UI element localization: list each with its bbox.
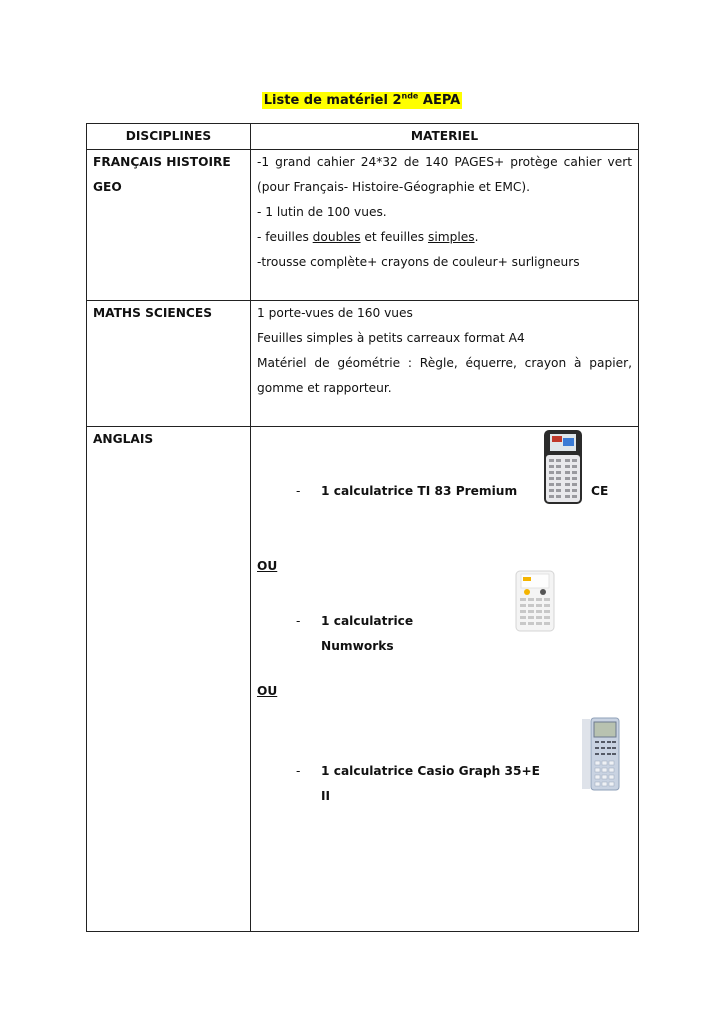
dash-1: - [296, 484, 301, 498]
calc-numworks-label-1: 1 calculatrice [321, 614, 414, 628]
maths-line-geometrie: Matériel de géométrie : Règle, équerre, crayon à papier, gomme et rapporteur. [257, 356, 632, 395]
header-disciplines: DISCIPLINES [87, 124, 251, 150]
title-main: Liste de matériel 2 [263, 93, 402, 108]
table-row-maths [87, 301, 639, 427]
feuilles-prefix: - feuilles [257, 230, 313, 244]
materiel-francais [251, 150, 639, 301]
dash-3: - [296, 764, 301, 778]
materiel-anglais [251, 427, 639, 932]
table-row-francais [87, 150, 639, 301]
feuilles-doubles: doubles [312, 230, 361, 244]
discipline-francais: FRANÇAIS HISTOIRE GEO [87, 150, 251, 301]
discipline-maths: MATHS SCIENCES [87, 301, 251, 427]
numworks-calculator-icon [515, 570, 555, 632]
feuilles-simples: simples [427, 230, 475, 244]
maths-line-portevues: 1 porte-vues de 160 vues [257, 306, 413, 320]
francais-line-feuilles [257, 225, 632, 250]
maths-line-feuilles: Feuilles simples à petits carreaux format A4 [257, 331, 525, 345]
dash-2: - [296, 614, 301, 628]
casio-calculator-icon [581, 717, 621, 791]
table-row-anglais [87, 427, 639, 932]
francais-line-trousse: -trousse complète+ crayons de couleur+ surligneurs [257, 255, 580, 269]
ti83-calculator-icon [543, 429, 583, 505]
feuilles-end: . [474, 230, 479, 244]
calc-ti83-label: 1 calculatrice TI 83 Premium [321, 484, 518, 498]
calc-numworks-label-2: Numworks [321, 639, 394, 653]
discipline-anglais: ANGLAIS [87, 427, 251, 932]
materials-table [86, 123, 639, 932]
page-title [0, 89, 724, 108]
feuilles-middle: et feuilles [360, 230, 428, 244]
table-header-row [87, 124, 639, 150]
title-superscript: nde [401, 91, 419, 101]
ou-separator-1: OU [257, 559, 278, 573]
calc-casio-label-1: 1 calculatrice Casio Graph 35+E [321, 764, 540, 778]
title-suffix: AEPA [418, 93, 461, 108]
ou-separator-2: OU [257, 684, 278, 698]
materiel-maths [251, 301, 639, 427]
header-materiel: MATERIEL [251, 124, 639, 150]
francais-line-cahier: -1 grand cahier 24*32 de 140 PAGES+ protège cahier vert (pour Français- Histoire-Géographie et EMC). [257, 155, 632, 194]
calc-ti83-suffix: CE [591, 484, 609, 498]
calc-casio-label-2: II [321, 789, 331, 803]
francais-line-lutin: - 1 lutin de 100 vues. [257, 205, 387, 219]
page-title-highlight [262, 92, 462, 109]
